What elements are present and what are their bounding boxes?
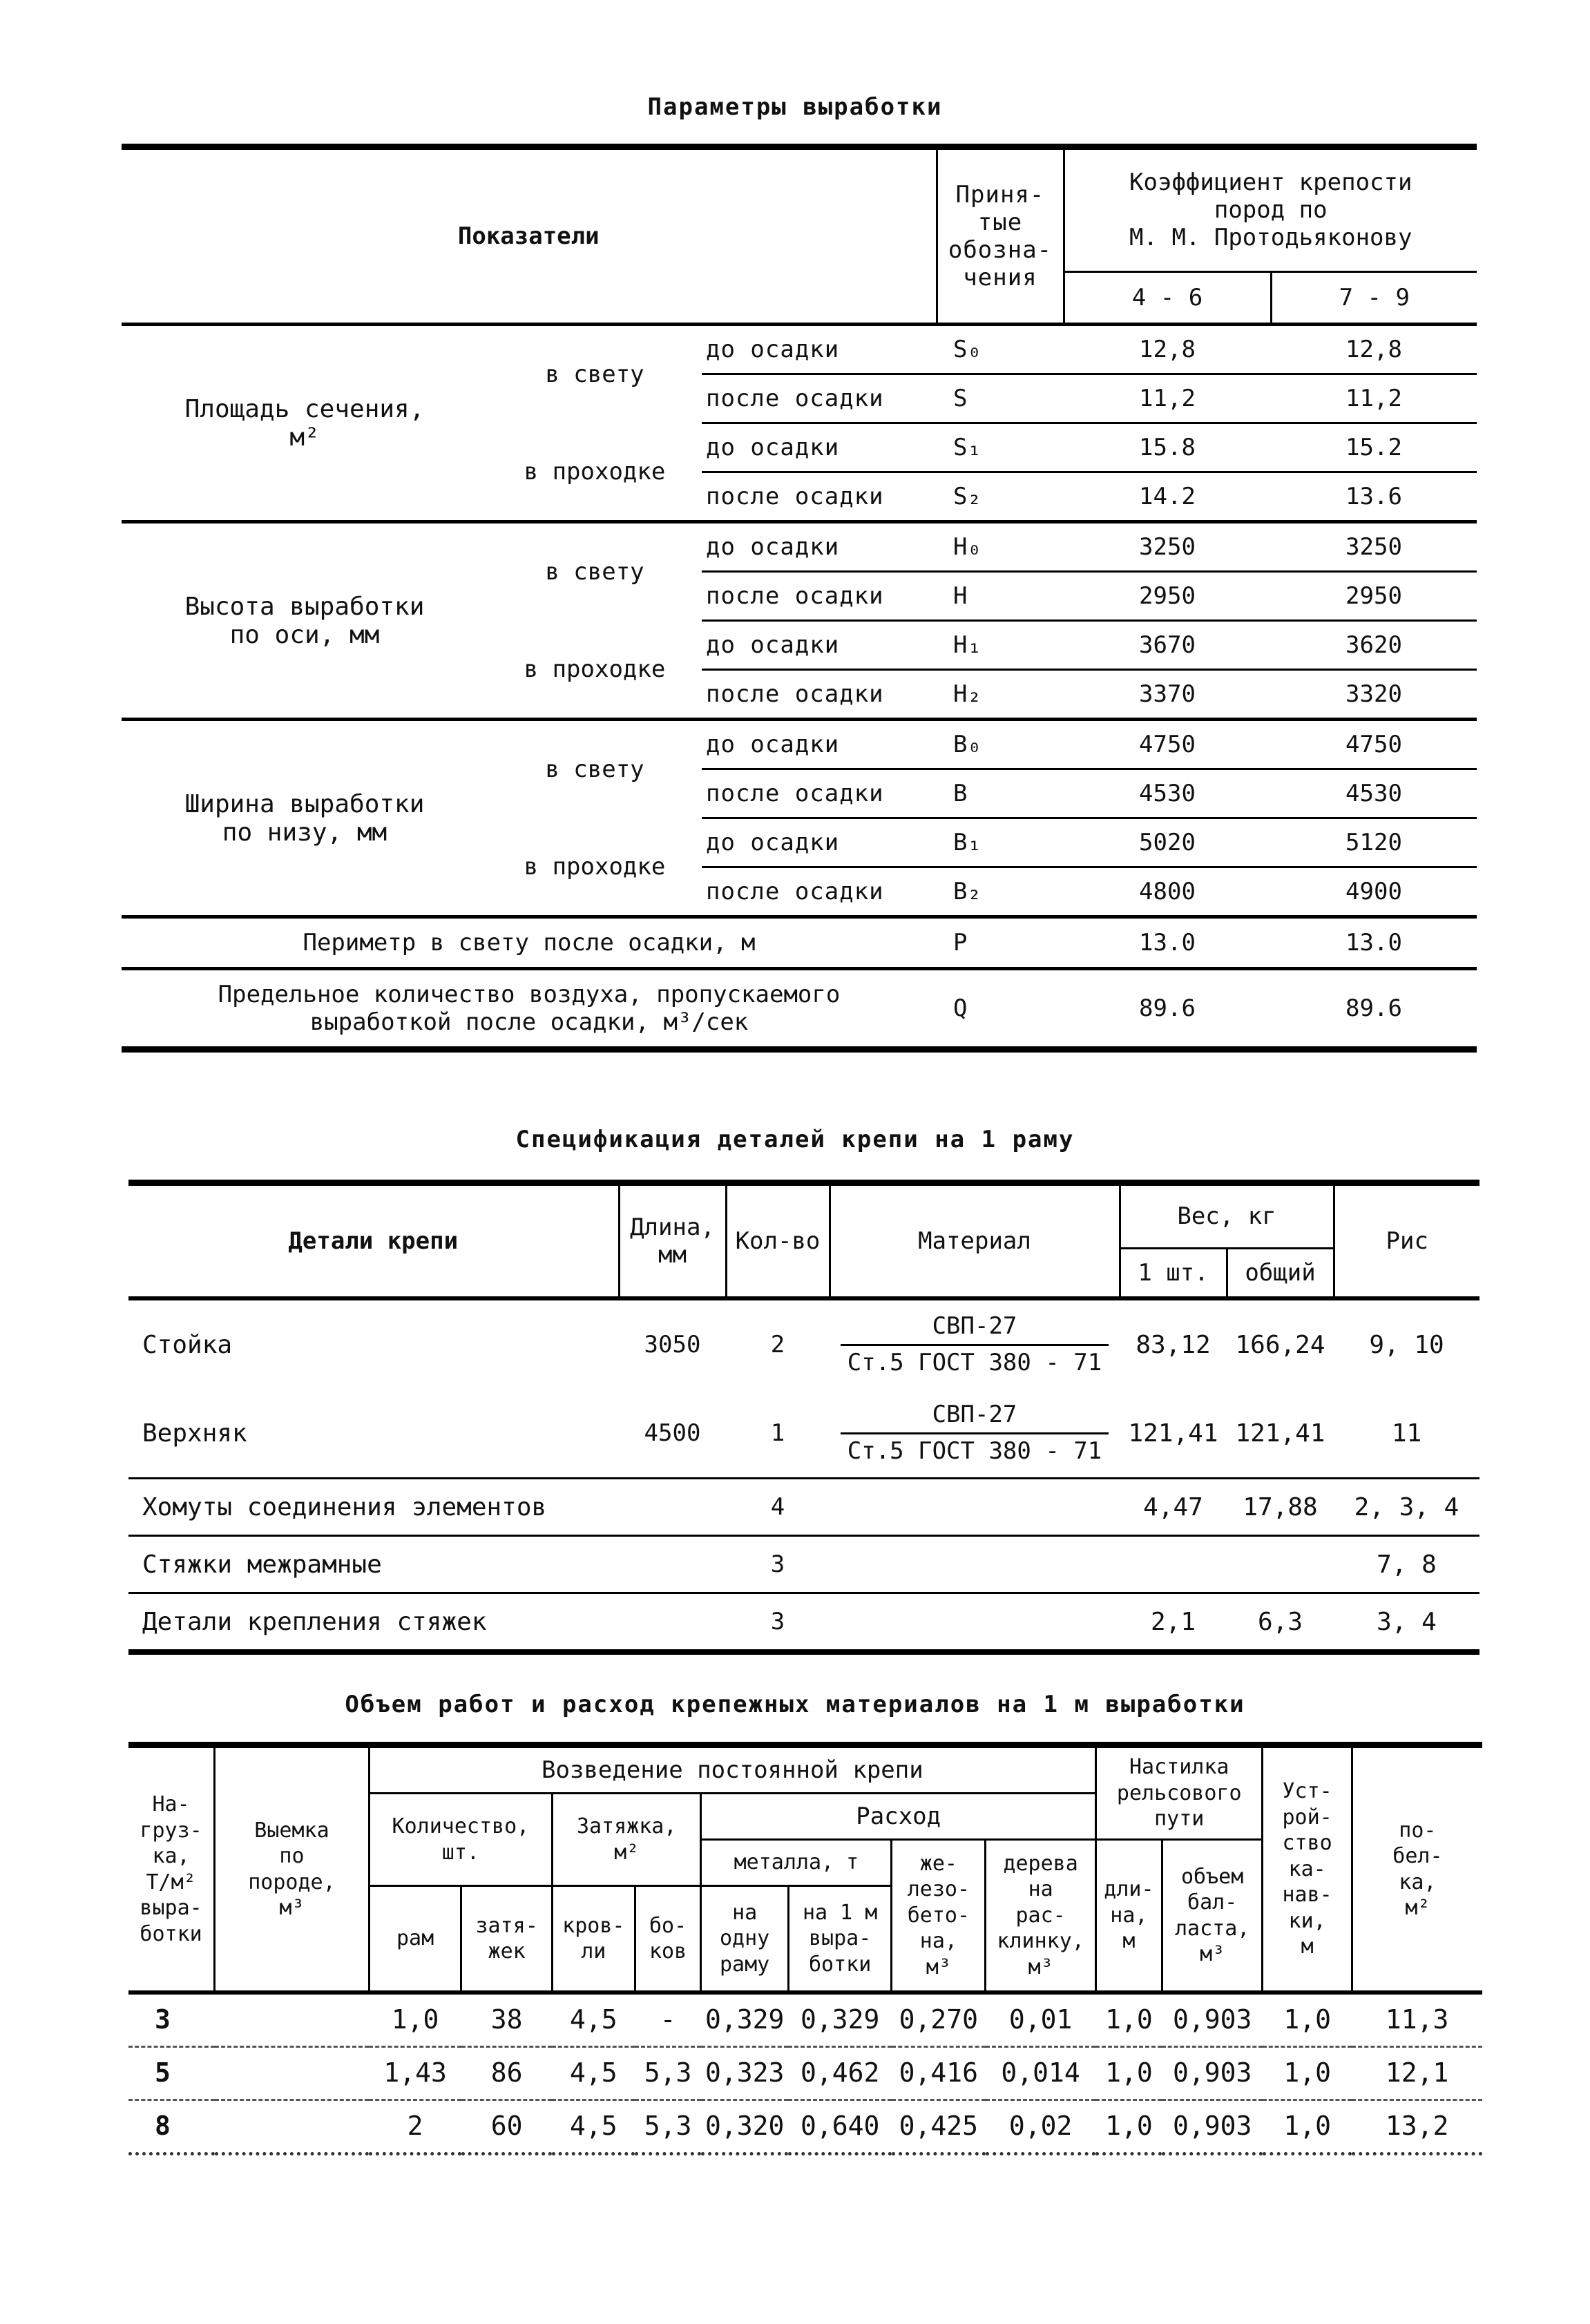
volume-cell-ball: 0,903 [1162,2047,1263,2100]
weight-total: 6,3 [1227,1593,1334,1653]
volume-cell-exc [215,2047,370,2100]
value-cell-1: 2950 [1064,572,1271,621]
material-standard: Ст.5 ГОСТ 380 - 71 [847,1437,1102,1465]
header-device: Уст- рой- ство ка- нав- ки, м [1263,1745,1352,1991]
volume-cell-rl: 1,0 [1105,2004,1153,2035]
header-weight-total: общий [1227,1248,1334,1296]
symbol-cell: S₀ [937,325,1064,374]
volume-cell-m2: 0,329 [800,2004,880,2035]
header-per-meter: на 1 м выра- ботки [788,1886,892,1991]
value-cell-1: 3670 [1064,621,1271,670]
value-cell-2: 4900 [1271,867,1477,917]
volume-cell-wood: 0,02 [986,2100,1096,2154]
group-label: Высота выработки по оси, мм [122,522,488,720]
volume-cell-load: 3 [155,2004,171,2035]
header-permanent-support: Возведение постоянной крепи [369,1745,1095,1794]
header-rc: же- лезо- бето- на, м³ [892,1840,986,1991]
header-indicators: Показатели [122,147,937,325]
volume-row [128,2047,1482,2100]
volume-cell-m2: 0,640 [788,2100,892,2154]
header-notation: Приня- тые обозна- чения [937,147,1064,325]
volume-cell-sides: - [660,2004,676,2035]
spec-row [128,1389,1479,1479]
header-ballast: объем бал- ласта, м³ [1162,1840,1263,1991]
value-cell-1: 3370 [1064,670,1271,720]
work-volume-table [128,1742,1482,2155]
part-name: Хомуты соединения элементов [128,1479,619,1536]
header-excavation: Выемка по породе, м³ [215,1745,370,1991]
air-label: Предельное количество воздуха, пропускаемого выработкой после осадки, м³/сек [122,969,937,1050]
part-qty: 3 [726,1593,830,1653]
subgroup-label: в свету [545,756,644,784]
state-cell: после осадки [702,867,937,917]
part-material [830,1479,1120,1536]
air-value-2: 89.6 [1271,969,1477,1050]
symbol-cell: H₂ [937,670,1064,720]
part-name: Верхняк [142,1419,247,1448]
weight-one: 83,12 [1136,1330,1211,1359]
volume-cell-wood: 0,014 [986,2047,1096,2100]
subgroup-label: в свету [545,361,644,389]
symbol-cell: H₁ [937,621,1064,670]
parameter-row [122,522,1477,572]
header-count: Количество, шт. [369,1794,552,1886]
material-grade: СВП-27 [932,1312,1017,1340]
volume-cell-m1: 0,329 [705,2004,785,2035]
state-cell: до осадки [702,720,937,769]
specification-table [128,1180,1479,1655]
value-cell-1: 5020 [1064,818,1271,867]
material-grade: СВП-27 [932,1400,1017,1428]
volume-cell-wood: 0,01 [1008,2004,1073,2035]
state-cell: после осадки [702,572,937,621]
figure-ref: 3, 4 [1334,1593,1479,1653]
weight-one [1120,1536,1227,1593]
value-cell-1: 12,8 [1064,325,1271,374]
value-cell-1: 3250 [1064,522,1271,572]
symbol-cell: B₂ [937,867,1064,917]
weight-total [1227,1536,1334,1593]
volume-cell-sides: 5,3 [635,2047,701,2100]
value-cell-2: 12,8 [1271,325,1477,374]
header-weight: Вес, кг [1120,1183,1334,1249]
header-length: Длина, мм [619,1183,726,1297]
weight-one: 2,1 [1120,1593,1227,1653]
part-length: 3050 [644,1331,701,1358]
value-cell-2: 11,2 [1271,374,1477,423]
spec-row [128,1298,1479,1389]
value-cell-1: 14.2 [1064,472,1271,522]
symbol-cell: B₀ [937,720,1064,769]
state-cell: после осадки [702,472,937,522]
header-part: Детали крепи [128,1183,619,1297]
subgroup-label: в проходке [488,423,702,522]
volume-cell-rc: 0,270 [899,2004,979,2035]
header-rail-length: дли- на, м [1095,1840,1162,1991]
air-row [122,969,1477,1050]
volume-cell-drain: 11,3 [1385,2004,1449,2035]
perimeter-label: Периметр в свету после осадки, м [122,917,937,969]
weight-one: 4,47 [1120,1479,1227,1536]
part-qty: 4 [726,1479,830,1536]
volume-cell-rc: 0,416 [892,2047,986,2100]
value-cell-2: 13.6 [1271,472,1477,522]
part-length: 4500 [644,1419,701,1447]
volume-cell-dev: 1,0 [1283,2004,1331,2035]
part-name: Детали крепления стяжек [128,1593,619,1653]
header-ties: затя- жек [461,1886,553,1991]
header-rail: Настилка рельсового пути [1095,1745,1263,1840]
part-material [830,1536,1120,1593]
part-qty: 2 [770,1331,785,1358]
table3-title: Объем работ и расход крепежных материалов на 1 м выработки [345,1691,1245,1718]
value-cell-2: 5120 [1271,818,1477,867]
air-value-1: 89.6 [1064,969,1271,1050]
spec-row [128,1479,1479,1536]
volume-cell-m2: 0,462 [788,2047,892,2100]
part-material [830,1593,1120,1653]
table2-title: Спецификация деталей крепи на 1 раму [515,1126,1075,1153]
part-material [830,1298,1120,1389]
part-length [619,1593,726,1653]
volume-cell-drain: 13,2 [1352,2100,1482,2154]
part-name: Стойка [142,1330,233,1359]
header-col1: 4 - 6 [1064,271,1271,324]
volume-row [128,1992,1482,2047]
volume-cell-load: 8 [128,2100,215,2154]
value-cell-2: 3250 [1271,522,1477,572]
state-cell: до осадки [702,522,937,572]
symbol-cell: B₁ [937,818,1064,867]
value-cell-1: 15.8 [1064,423,1271,472]
header-lagging: Затяжка, м² [552,1794,701,1886]
weight-total: 17,88 [1227,1479,1334,1536]
figure-ref: 11 [1391,1419,1422,1448]
volume-cell-m1: 0,320 [701,2100,788,2154]
figure-ref: 9, 10 [1369,1330,1444,1359]
material-standard: Ст.5 ГОСТ 380 - 71 [847,1348,1102,1376]
symbol-cell: B [937,769,1064,818]
state-cell: до осадки [702,818,937,867]
volume-row [128,2100,1482,2154]
volume-cell-ball: 0,903 [1172,2004,1252,2035]
volume-cell-ball: 0,903 [1162,2100,1263,2154]
header-fig: Рис [1334,1183,1479,1297]
perimeter-value-1: 13.0 [1064,917,1271,969]
subgroup-label: в проходке [488,818,702,917]
weight-total: 166,24 [1235,1330,1325,1359]
state-cell: после осадки [702,374,937,423]
header-drainage: по- бел- ка, м² [1352,1745,1482,1991]
subgroup-label: в свету [545,558,644,586]
value-cell-1: 4530 [1064,769,1271,818]
volume-cell-drain: 12,1 [1352,2047,1482,2100]
part-length [619,1536,726,1593]
part-name: Стяжки межрамные [128,1536,619,1593]
parameter-row [122,325,1477,374]
perimeter-symbol: P [937,917,1064,969]
value-cell-1: 4800 [1064,867,1271,917]
volume-cell-sides: 5,3 [635,2100,701,2154]
perimeter-value-2: 13.0 [1271,917,1477,969]
header-material: Материал [830,1183,1120,1297]
subgroup-label: в проходке [488,621,702,720]
volume-cell-frames: 2 [369,2100,461,2154]
volume-cell-roof: 4,5 [552,2047,635,2100]
spec-row [128,1593,1479,1653]
header-roof: кров- ли [552,1886,635,1991]
header-frames: рам [369,1886,461,1991]
value-cell-2: 4750 [1271,720,1477,769]
figure-ref: 7, 8 [1334,1536,1479,1593]
state-cell: после осадки [702,769,937,818]
volume-cell-ties: 86 [461,2047,553,2100]
volume-cell-dev: 1,0 [1263,2100,1352,2154]
header-sides: бо- ков [635,1886,701,1991]
value-cell-2: 2950 [1271,572,1477,621]
part-length [619,1479,726,1536]
spec-row [128,1536,1479,1593]
header-load: На- груз- ка, Т/м² выра- ботки [128,1745,215,1991]
group-label: Ширина выработки по низу, мм [122,720,488,917]
volume-cell-m1: 0,323 [701,2047,788,2100]
state-cell: до осадки [702,325,937,374]
volume-cell-rc: 0,425 [892,2100,986,2154]
air-symbol: Q [937,969,1064,1050]
state-cell: до осадки [702,423,937,472]
weight-total: 121,41 [1235,1419,1325,1448]
volume-cell-dev: 1,0 [1263,2047,1352,2100]
value-cell-2: 4530 [1271,769,1477,818]
volume-cell-exc [215,1992,370,2047]
state-cell: до осадки [702,621,937,670]
volume-cell-roof: 4,5 [569,2004,617,2035]
volume-cell-ties: 38 [490,2004,523,2035]
volume-cell-ties: 60 [461,2100,553,2154]
figure-ref: 2, 3, 4 [1334,1479,1479,1536]
symbol-cell: H [937,572,1064,621]
header-col2: 7 - 9 [1271,271,1477,324]
part-qty: 1 [770,1419,785,1447]
table1-title: Параметры выработки [647,93,943,121]
value-cell-2: 15.2 [1271,423,1477,472]
volume-cell-rl: 1,0 [1095,2047,1162,2100]
symbol-cell: S₂ [937,472,1064,522]
header-coefficient: Коэффициент крепости пород по М. М. Протодьяконову [1064,147,1477,272]
group-label: Площадь сечения, м² [122,325,488,522]
header-metal: металла, т [701,1840,892,1886]
symbol-cell: S [937,374,1064,423]
value-cell-2: 3320 [1271,670,1477,720]
perimeter-row [122,917,1477,969]
header-wood: дерева на рас- клинку, м³ [986,1840,1096,1991]
parameters-table [122,144,1477,1053]
header-qty: Кол-во [726,1183,830,1297]
value-cell-1: 11,2 [1064,374,1271,423]
state-cell: после осадки [702,670,937,720]
value-cell-2: 3620 [1271,621,1477,670]
value-cell-1: 4750 [1064,720,1271,769]
volume-cell-exc [215,2100,370,2154]
parameter-row [122,720,1477,769]
symbol-cell: H₀ [937,522,1064,572]
header-weight-one: 1 шт. [1120,1248,1227,1296]
volume-cell-roof: 4,5 [552,2100,635,2154]
header-consumption: Расход [701,1794,1096,1840]
volume-cell-rl: 1,0 [1095,2100,1162,2154]
part-material [830,1389,1120,1479]
header-per-frame: на одну раму [701,1886,788,1991]
volume-cell-frames: 1,43 [369,2047,461,2100]
part-qty: 3 [726,1536,830,1593]
volume-cell-frames: 1,0 [391,2004,439,2035]
volume-cell-load: 5 [128,2047,215,2100]
symbol-cell: S₁ [937,423,1064,472]
weight-one: 121,41 [1128,1419,1218,1448]
